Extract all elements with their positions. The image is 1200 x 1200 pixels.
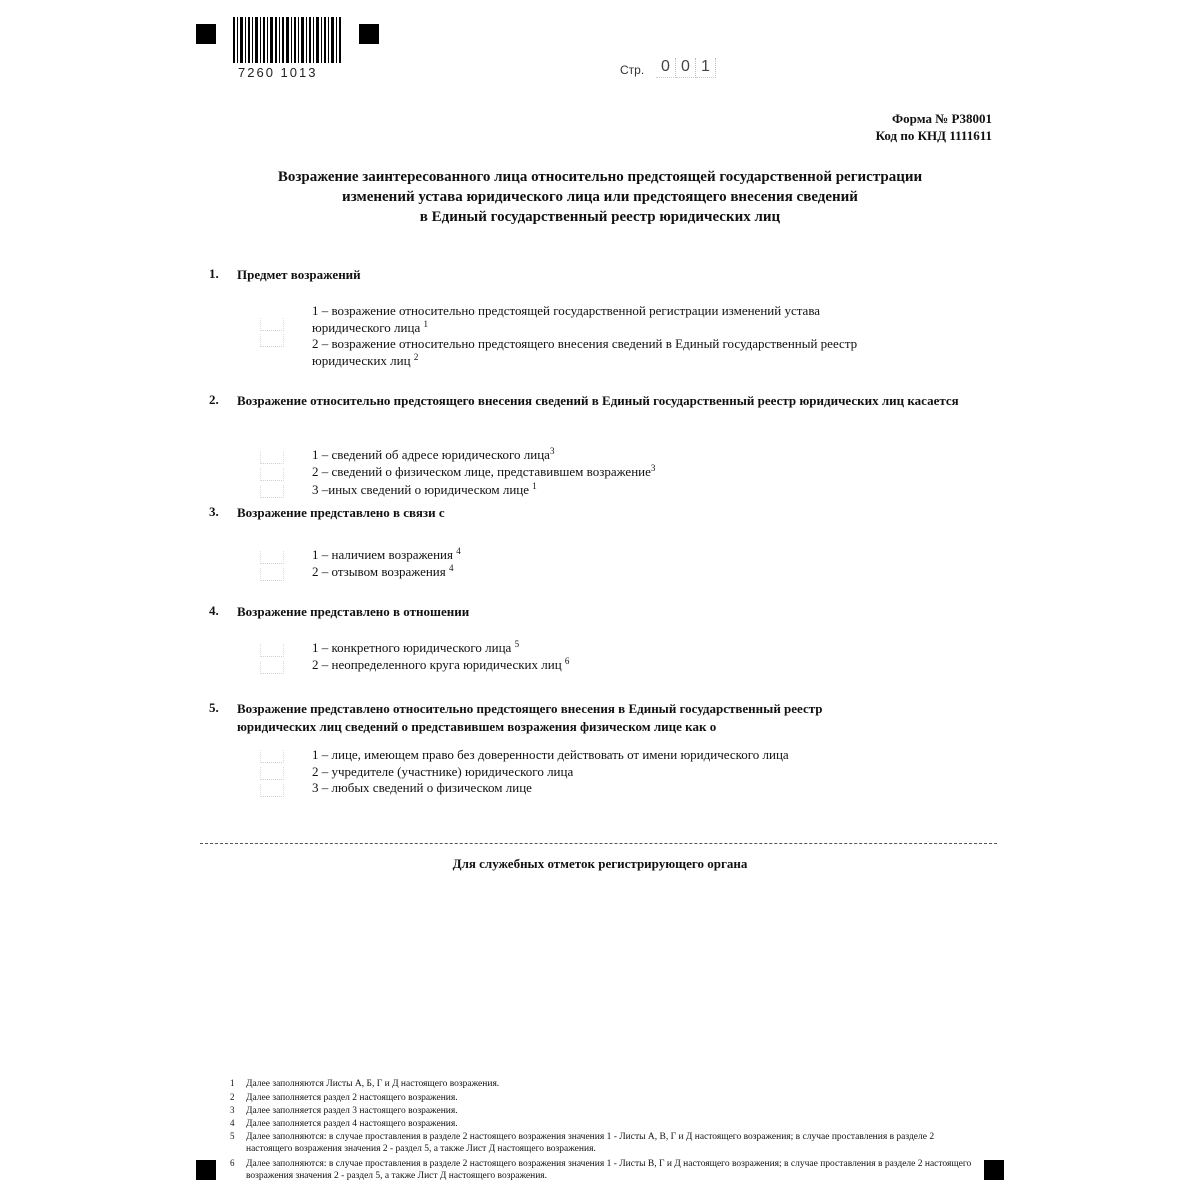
option-checkbox[interactable] <box>260 485 284 498</box>
option-checkbox[interactable] <box>260 568 284 581</box>
page-digit-cell[interactable]: 0 <box>656 58 676 78</box>
footnote-number: 6 <box>230 1158 235 1168</box>
section-title: Возражение представлено в связи с <box>237 505 445 520</box>
option-checkbox[interactable] <box>260 451 284 464</box>
option-checkbox[interactable] <box>260 334 284 347</box>
corner-marker-top-left <box>196 24 216 44</box>
title-line: изменений устава юридического лица или предстоящего внесения сведений <box>342 189 858 205</box>
option-label: 2 – возражение относительно предстоящего внесения сведений в Единый государственный реестр юридических лиц <box>312 336 858 368</box>
footnote-text: Далее заполняется раздел 4 настоящего возражения. <box>246 1119 458 1129</box>
option-label: 2 – неопределенного круга юридических лиц <box>312 657 562 672</box>
page-digit-cell[interactable]: 0 <box>676 58 696 78</box>
option-label: 1 – возражение относительно предстоящей государственной регистрации изменений устава юридического лица <box>312 303 821 335</box>
barcode-number: 7260 1013 <box>238 65 318 80</box>
option-item <box>312 639 952 656</box>
option-item <box>312 463 952 480</box>
form-info <box>876 110 992 144</box>
footnote-number: 3 <box>230 1105 235 1115</box>
service-marks-title: Для служебных отметок регистрирующего органа <box>452 856 748 871</box>
footnote-text: Далее заполняются: в случае проставления в разделе 2 настоящего возражения значения 1 - Листы В, Г и Д настоящего возражения; в случае проставления в разделе 2 настоящего возражения значения 2 - раздел 5, а также Лист Д настоящего возражения. <box>246 1159 972 1181</box>
footnote-ref: 1 <box>423 319 428 329</box>
title-line: Возражение заинтересованного лица относительно предстоящей государственной регистрации <box>277 169 923 185</box>
footnote-ref: 5 <box>514 639 520 649</box>
footnote-ref: 2 <box>413 352 419 362</box>
footnote-ref: 6 <box>564 656 570 666</box>
footnote-number: 4 <box>230 1118 235 1128</box>
option-label: 3 – любых сведений о физическом лице <box>312 780 532 795</box>
section-title: Возражение представлено в отношении <box>237 604 470 619</box>
page-digit-cell[interactable]: 1 <box>696 58 716 78</box>
section-title: Возражение относительно предстоящего внесения сведений в Единый государственный реестр юридических лиц касается <box>237 393 959 408</box>
footnote-number: 1 <box>230 1078 235 1088</box>
option-item <box>312 563 952 580</box>
footnote-ref: 4 <box>449 563 454 573</box>
page-label: Стр. <box>620 63 645 77</box>
footnote-ref: 1 <box>532 481 537 491</box>
footnote-number: 5 <box>230 1131 235 1141</box>
footnote-number: 2 <box>230 1092 235 1102</box>
option-checkbox[interactable] <box>260 644 284 657</box>
corner-marker-bottom-left <box>196 1160 216 1180</box>
footnote-text: Далее заполняются Листы А, Б, Г и Д настоящего возражения. <box>246 1079 500 1089</box>
option-label: 1 – наличием возражения <box>312 547 453 562</box>
option-label: 2 – отзывом возражения <box>312 564 446 579</box>
section-number: 1. <box>209 266 219 281</box>
option-item <box>312 746 952 763</box>
corner-marker-top-right <box>359 24 379 44</box>
footnote-text: Далее заполняется раздел 3 настоящего возражения. <box>246 1106 458 1116</box>
option-checkbox[interactable] <box>260 767 284 780</box>
option-label: 2 – учредителе (участнике) юридического лица <box>312 764 574 779</box>
document-title <box>200 167 1000 227</box>
footnote-text: Далее заполняется раздел 2 настоящего возражения. <box>246 1093 458 1103</box>
option-item <box>312 779 952 796</box>
option-label: 1 – сведений об адресе юридического лица <box>312 447 550 462</box>
option-checkbox[interactable] <box>260 468 284 481</box>
form-number: Форма № Р38001 <box>892 111 992 126</box>
section-number: 5. <box>209 700 219 715</box>
option-item <box>312 656 952 673</box>
section-title: Возражение представлено относительно предстоящего внесения в Единый государственный реестр юридических лиц сведений о представившем возражения физическом лице как о <box>237 701 823 734</box>
footnote-ref: 4 <box>456 546 461 556</box>
option-checkbox[interactable] <box>260 551 284 564</box>
cut-line <box>200 843 997 844</box>
option-item <box>312 546 952 563</box>
option-label: 2 – сведений о физическом лице, представившем возражение <box>312 464 651 479</box>
footnote-text: Далее заполняются: в случае проставления в разделе 2 настоящего возражения значения 1 - Листы А, В, Г и Д настоящего возражения; в случае проставления в разделе 2 настоящего возражения значения 2 - раздел 5, а также Лист Д настоящего возражения. <box>246 1132 935 1154</box>
section-number: 4. <box>209 603 219 618</box>
option-checkbox[interactable] <box>260 784 284 797</box>
option-checkbox[interactable] <box>260 318 284 331</box>
option-label: 1 – лице, имеющем право без доверенности действовать от имени юридического лица <box>312 747 789 762</box>
option-item <box>312 763 952 780</box>
option-item <box>312 446 952 463</box>
footnote-ref: 3 <box>650 463 656 473</box>
corner-marker-bottom-right <box>984 1160 1004 1180</box>
option-item <box>312 335 932 369</box>
knd-code: Код по КНД 1111611 <box>875 128 992 143</box>
option-checkbox[interactable] <box>260 750 284 763</box>
option-item <box>312 302 892 336</box>
option-item <box>312 481 952 498</box>
option-label: 3 –иных сведений о юридическом лице <box>312 482 530 497</box>
section-number: 2. <box>209 392 219 407</box>
page-number-cells <box>656 58 716 78</box>
footnote-ref: 3 <box>549 446 555 456</box>
section-title: Предмет возражений <box>237 267 361 282</box>
title-line: в Единый государственный реестр юридических лиц <box>419 209 781 225</box>
option-label: 1 – конкретного юридического лица <box>312 640 512 655</box>
section-number: 3. <box>209 504 219 519</box>
option-checkbox[interactable] <box>260 661 284 674</box>
barcode-image <box>233 17 343 63</box>
